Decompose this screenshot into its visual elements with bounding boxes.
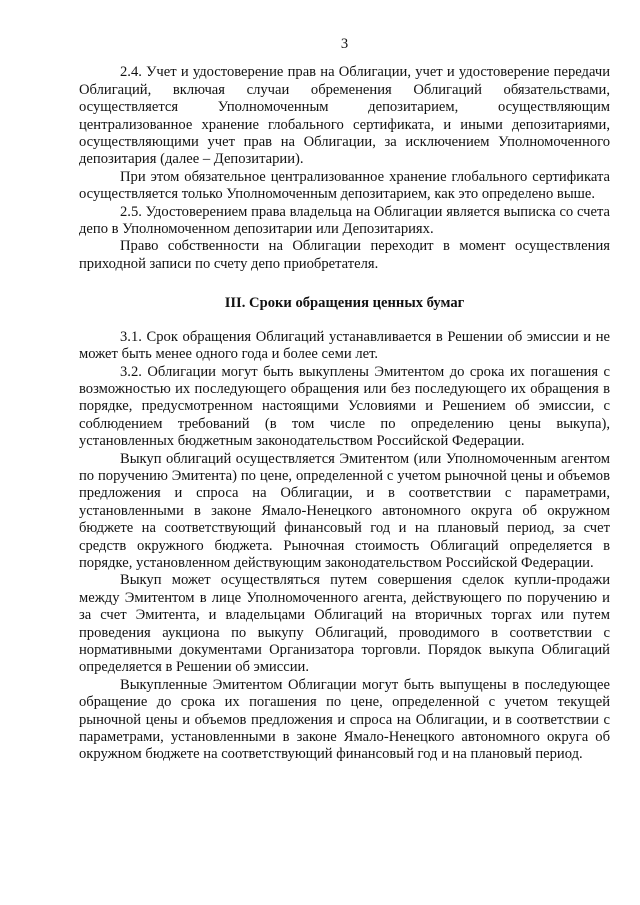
- page-number: 3: [340, 36, 349, 52]
- paragraph-reissue: Выкупленные Эмитентом Облигации могут быть выпущены в последующее обращение до срока их погашения по цене, определенной с учетом текущей рыночной цены и объемов предложения и спроса на Облигации, и в соответствии с параметрами, установленными в законе Ямало-Ненецкого автономного округа об окружном бюджете на соответствующий финансовый год и на плановый период.: [79, 676, 610, 763]
- paragraph-2-4: 2.4. Учет и удостоверение прав на Облигации, учет и удостоверение передачи Облигаций, включая случаи обременения Облигаций обязательствами, осуществляется Уполномоченным депозитарием, осуществляющим централизованное хранение глобального сертификата, и иными депозитариями, осуществляющими учет прав на Облигации, за исключением Уполномоченного депозитария (далее – Депозитарии).: [79, 64, 610, 168]
- paragraph-buyback-method: Выкуп может осуществляться путем совершения сделок купли-продажи между Эмитентом в лице Уполномоченного агента, действующего по поручению и за счет Эмитента, и владельцами Облигаций на вторичных торгах или путем проведения аукциона по выкупу Облигаций, проводимого в соответствии с нормативными документами Организатора торговли. Порядок выкупа Облигаций определяется в Решении об эмиссии.: [79, 572, 610, 676]
- paragraph-central-storage: При этом обязательное централизованное хранение глобального сертификата осуществляется только Уполномоченным депозитарием, как это определено выше.: [79, 168, 610, 203]
- paragraph-2-5: 2.5. Удостоверением права владельца на Облигации является выписка со счета депо в Уполномоченном депозитарии или Депозитариях.: [79, 203, 610, 238]
- paragraph-ownership: Право собственности на Облигации переходит в момент осуществления приходной записи по счету депо приобретателя.: [79, 238, 610, 272]
- paragraph-3-2: 3.2. Облигации могут быть выкуплены Эмитентом до срока их погашения с возможностью их последующего обращения или без последующего их обращения в порядке, предусмотренном настоящими Условиями и Решением об эмиссии, с соблюдением требований (в том числе по определению цены выкупа), установленных бюджетным законодательством Российской Федерации.: [79, 363, 610, 450]
- paragraph-3-1: 3.1. Срок обращения Облигаций устанавливается в Решении об эмиссии и не может быть менее одного года и более семи лет.: [79, 328, 610, 363]
- paragraph-buyback-price: Выкуп облигаций осуществляется Эмитентом (или Уполномоченным агентом по поручению Эмитента) по цене, определенной с учетом рыночной цены и объемов предложения и спроса на Облигации, и в соответствии с параметрами, установленными в законе Ямало-Ненецкого автономного округа об окружном бюджете на соответствующий финансовый год и на плановый период, за счет средств окружного бюджета. Рыночная стоимость Облигаций определяется в порядке, установленном действующим законодательством Российской Федерации.: [79, 450, 610, 571]
- section-heading: III. Сроки обращения ценных бумаг: [224, 295, 465, 312]
